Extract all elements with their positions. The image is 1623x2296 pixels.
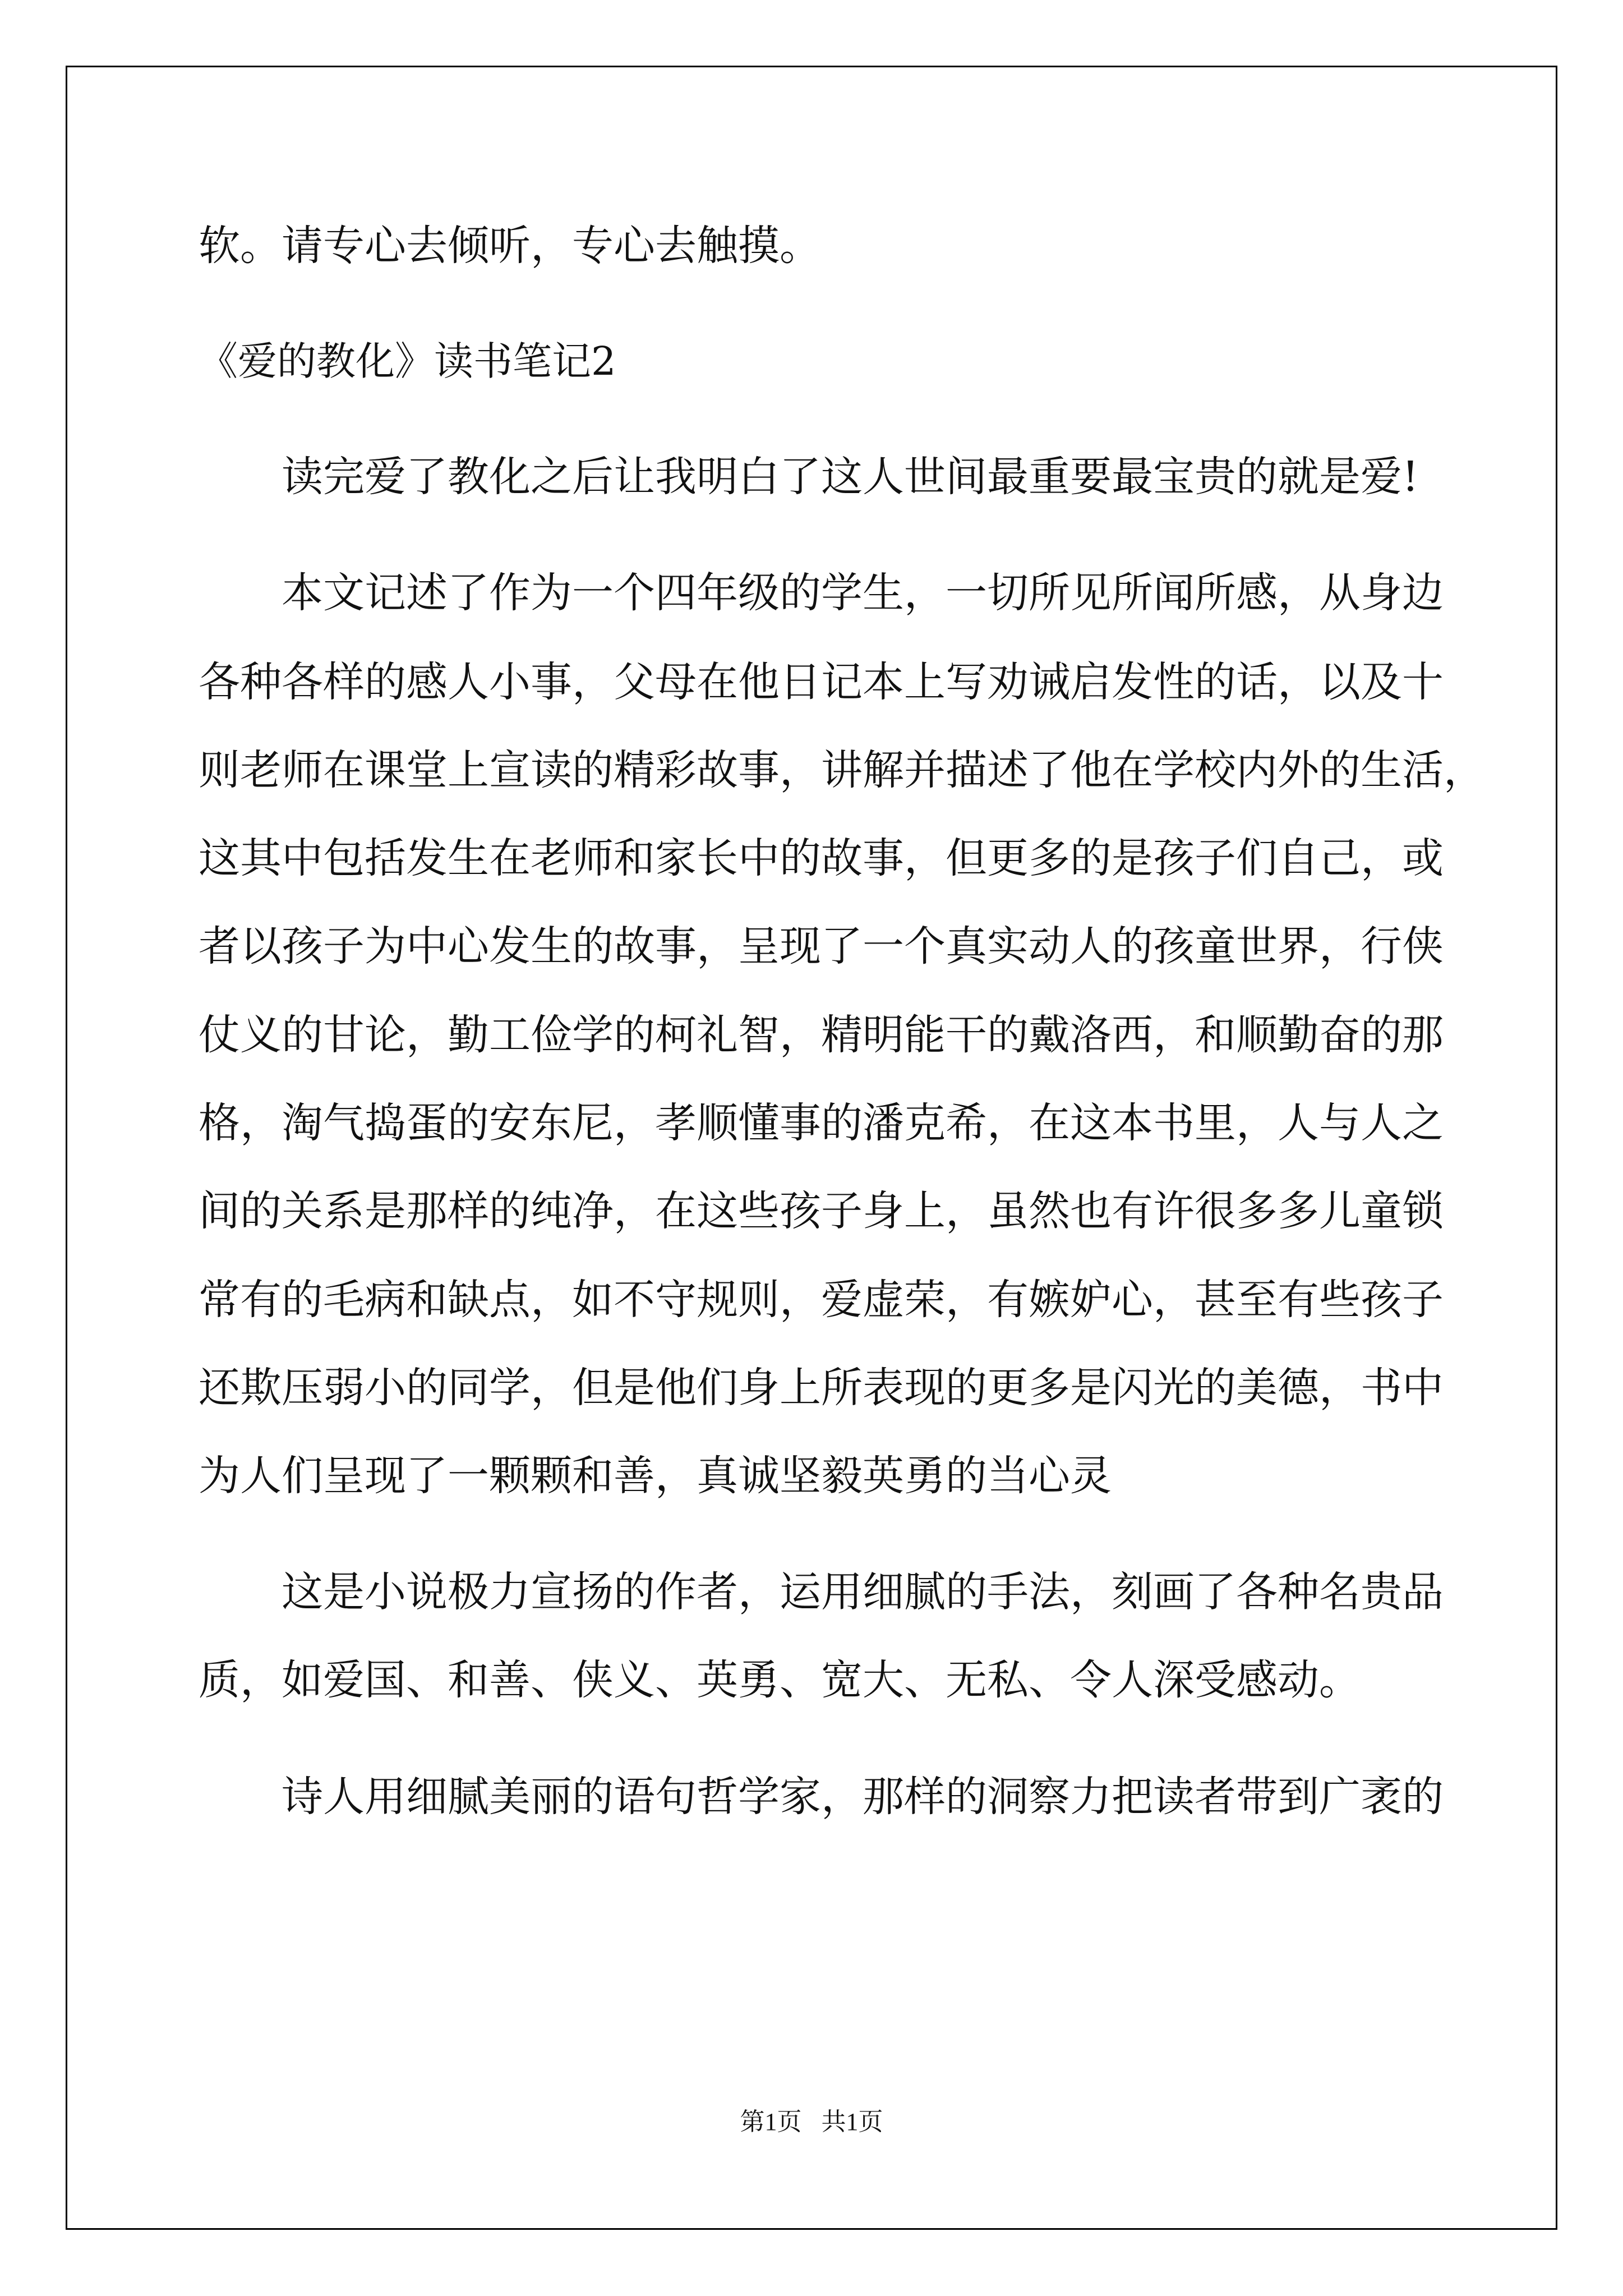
text-line: 者以孩子为中心发生的故事，呈现了一个真实动人的孩童世界，行侠 [199,922,1444,970]
text-line: 诗人用细腻美丽的语句哲学家，那样的洞察力把读者带到广袤的 [282,1773,1444,1821]
text-line: 为人们呈现了一颗颗和善，真诚坚毅英勇的当心灵 [199,1452,1112,1500]
text-line: 各种各样的感人小事，父母在他日记本上写劝诫启发性的话，以及十 [199,658,1444,706]
text-line: 格，淘气捣蛋的安东尼，孝顺懂事的潘克希，在这本书里，人与人之 [199,1099,1444,1147]
text-line: 仗义的甘论，勤工俭学的柯礼智，精明能干的戴洛西，和顺勤奋的那 [199,1011,1444,1059]
text-line: 软。请专心去倾听，专心去触摸。 [199,222,821,270]
text-line: 这是小说极力宣扬的作者，运用细腻的手法，刻画了各种名贵品 [282,1568,1444,1616]
page-total: 共1页 [821,2108,883,2136]
page-footer [0,2101,1623,2137]
text-line: 间的关系是那样的纯净，在这些孩子身上，虽然也有许很多多儿童锁 [199,1187,1444,1235]
text-line: 本文记述了作为一个四年级的学生，一切所见所闻所感，从身边 [282,569,1444,617]
section-title: 《爱的教化》读书笔记2 [199,338,616,384]
text-line: 则老师在课堂上宣读的精彩故事，讲解并描述了他在学校内外的生活， [199,746,1485,794]
text-line: 读完爱了教化之后让我明白了这人世间最重要最宝贵的就是爱! [282,453,1419,501]
page-number: 第1页 [740,2108,802,2136]
text-line: 常有的毛病和缺点，如不守规则，爱虚荣，有嫉妒心，甚至有些孩子 [199,1276,1444,1324]
text-line: 还欺压弱小的同学，但是他们身上所表现的更多是闪光的美德，书中 [199,1364,1444,1412]
text-line: 这其中包括发生在老师和家长中的故事，但更多的是孩子们自己，或 [199,834,1444,882]
text-line: 质，如爱国、和善、侠义、英勇、宽大、无私、令人深受感动。 [199,1656,1361,1704]
